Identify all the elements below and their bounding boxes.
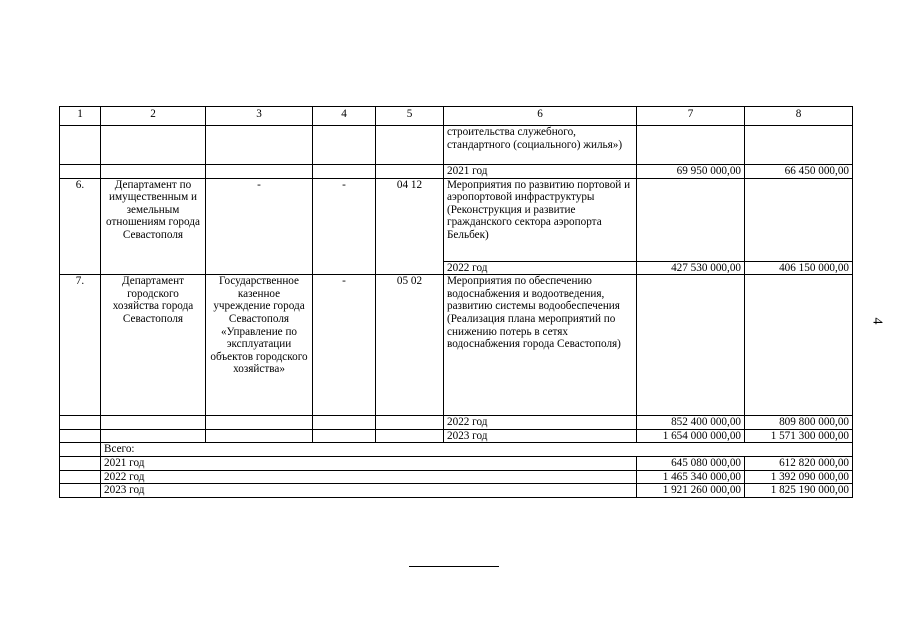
col-header-2: 2 (101, 107, 206, 126)
footer-divider (409, 566, 499, 567)
budget-table (59, 106, 853, 498)
totals-year: 2022 год (101, 470, 637, 484)
totals-row (60, 484, 853, 498)
totals-year: 2023 год (101, 484, 637, 498)
code-cell: 04 12 (376, 178, 444, 275)
value-col7: 69 950 000,00 (637, 165, 745, 179)
value-col8: 66 450 000,00 (745, 165, 853, 179)
year-cell: 2023 год (444, 429, 637, 443)
measure-text-cont: строительства служебного, стандартного (социального) жилья») (444, 126, 637, 165)
totals-label: Всего: (101, 443, 853, 457)
header-row (60, 107, 853, 126)
col-header-3: 3 (206, 107, 313, 126)
totals-label-row (60, 443, 853, 457)
col-header-8: 8 (745, 107, 853, 126)
page-number: 4 (869, 317, 885, 325)
year-cell: 2021 год (444, 165, 637, 179)
value-col8: 1 571 300 000,00 (745, 429, 853, 443)
totals-value-col8: 1 392 090 000,00 (745, 470, 853, 484)
measure-text: Мероприятия по развитию портовой и аэропортовой инфраструктуры (Реконструкция и развитие гражданского сектора аэропорта Бельбек) (444, 178, 637, 261)
row-number: 7. (60, 275, 101, 416)
totals-value-col7: 1 465 340 000,00 (637, 470, 745, 484)
col-header-4: 4 (313, 107, 376, 126)
totals-value-col7: 1 921 260 000,00 (637, 484, 745, 498)
value-col7: 427 530 000,00 (637, 261, 745, 275)
col-header-5: 5 (376, 107, 444, 126)
table-row-7 (60, 275, 853, 416)
table-row (60, 429, 853, 443)
value-col8: 809 800 000,00 (745, 416, 853, 430)
col-header-6: 6 (444, 107, 637, 126)
measure-text: Мероприятия по обеспечению водоснабжения и водоотведения, развитию системы водообеспечения (Реализация плана мероприятий по снижению потерь в сетях водоснабжения города Севастополя) (444, 275, 637, 416)
col-header-1: 1 (60, 107, 101, 126)
code-cell: 05 02 (376, 275, 444, 416)
col-header-7: 7 (637, 107, 745, 126)
table-row (60, 416, 853, 430)
totals-value-col8: 612 820 000,00 (745, 456, 853, 470)
row-number: 6. (60, 178, 101, 275)
institution-cell: Государственное казенное учреждение города Севастополя «Управление по эксплуатации объектов городского хозяйства» (206, 275, 313, 416)
department-cell: Департамент городского хозяйства города Севастополя (101, 275, 206, 416)
totals-value-col7: 645 080 000,00 (637, 456, 745, 470)
table-row-6 (60, 178, 853, 261)
department-cell: Департамент по имущественным и земельным отношениям города Севастополя (101, 178, 206, 275)
totals-year: 2021 год (101, 456, 637, 470)
value-col7: 1 654 000 000,00 (637, 429, 745, 443)
value-col8: 406 150 000,00 (745, 261, 853, 275)
col4-cell: - (313, 178, 376, 275)
year-cell: 2022 год (444, 416, 637, 430)
table-row (60, 165, 853, 179)
totals-row (60, 456, 853, 470)
institution-cell: - (206, 178, 313, 275)
totals-value-col8: 1 825 190 000,00 (745, 484, 853, 498)
totals-row (60, 470, 853, 484)
table-row (60, 126, 853, 165)
year-cell: 2022 год (444, 261, 637, 275)
col4-cell: - (313, 275, 376, 416)
value-col7: 852 400 000,00 (637, 416, 745, 430)
